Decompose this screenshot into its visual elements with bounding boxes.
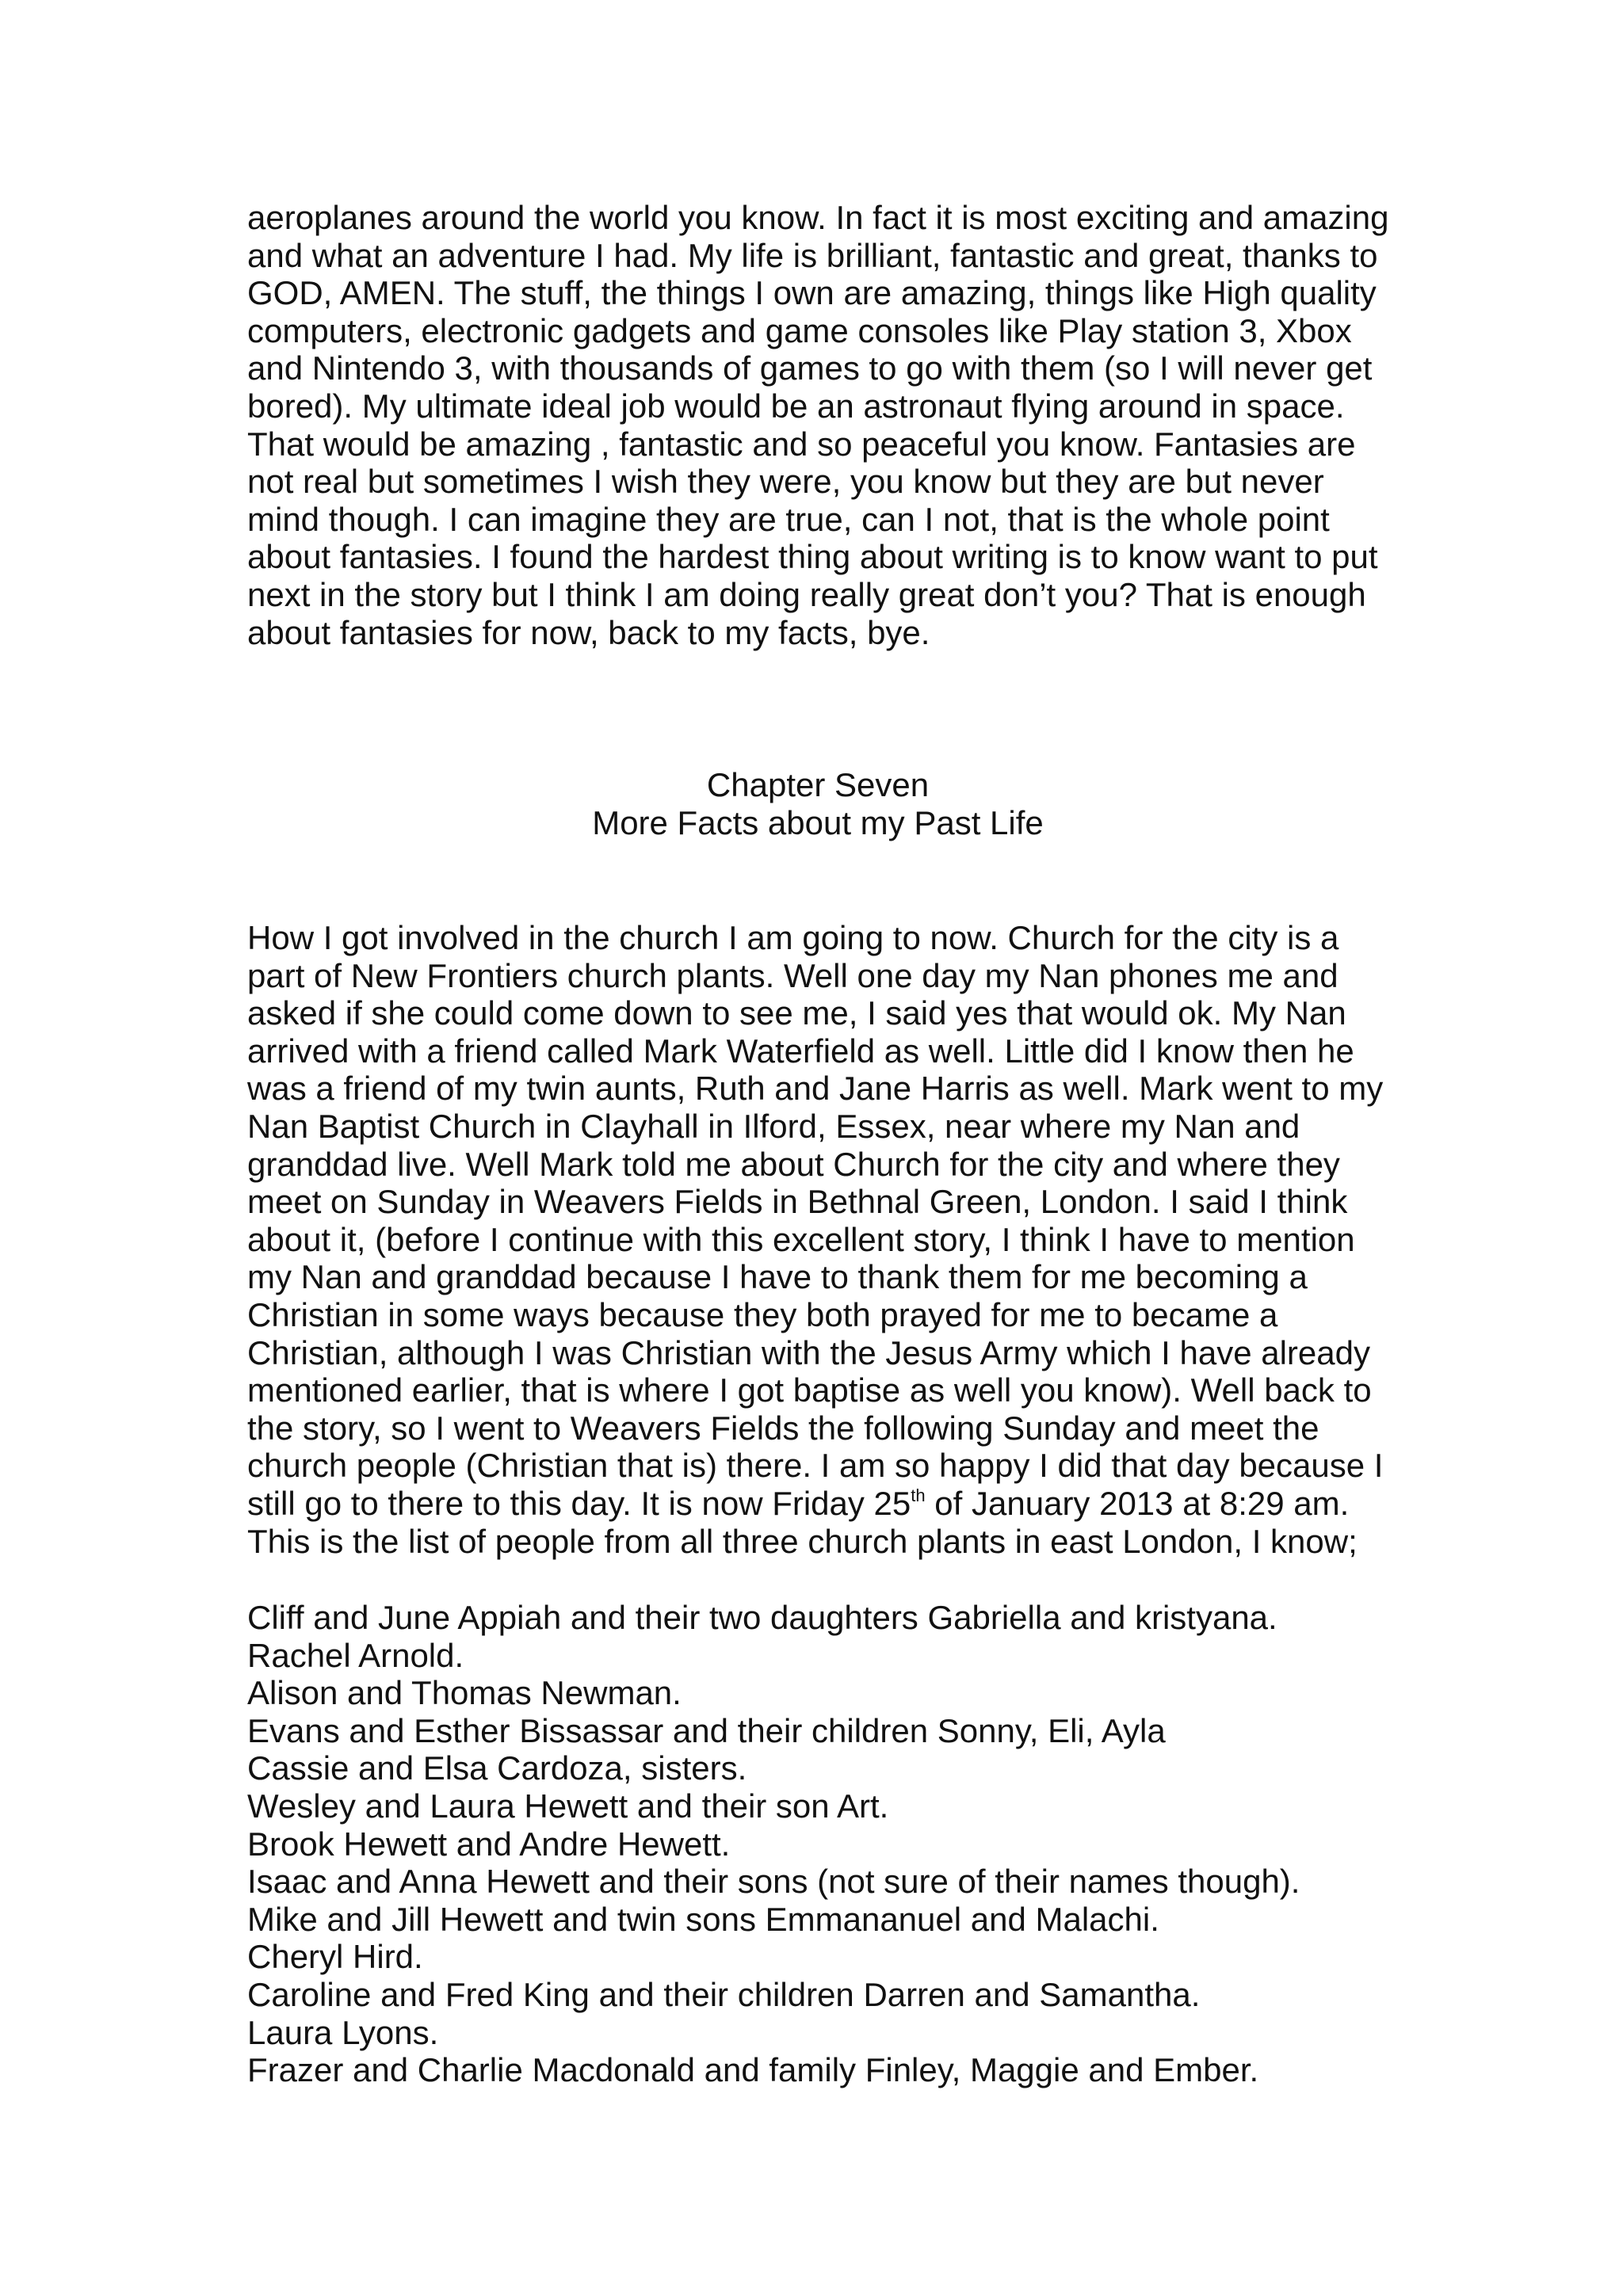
text-line: How I got involved in the church I am going to now. Church for the city is a [247,919,1339,956]
date-line-start: still go to there to this day. It is now Friday 25 [247,1484,911,1522]
date-line [247,1485,1404,1523]
text-line: not real but sometimes I wish they were, you know but they are but never [247,463,1324,501]
text-line: meet on Sunday in Weavers Fields in Bethnal Green, London. I said I think [247,1183,1348,1221]
text-line: This is the list of people from all three church plants in east London, I know; [247,1522,1358,1560]
text-line: bored). My ultimate ideal job would be an astronaut flying around in space. [247,387,1345,425]
text-line: next in the story but I think I am doing really great don’t you? That is enough [247,575,1366,613]
list-item: Laura Lyons. [247,2013,439,2051]
list-item: Evans and Esther Bissassar and their children Sonny, Eli, Ayla [247,1711,1166,1749]
text-line: was a friend of my twin aunts, Ruth and Jane Harris as well. Mark went to my [247,1070,1384,1108]
text-line: mentioned earlier, that is where I got baptise as well you know). Well back to [247,1371,1372,1409]
list-item: Isaac and Anna Hewett and their sons (not sure of their names though). [247,1863,1300,1901]
ordinal-superscript: th [911,1485,926,1505]
chapter-subheading: More Facts about my Past Life [592,804,1044,841]
text-line: arrived with a friend called Mark Waterfield as well. Little did I know then he [247,1032,1354,1070]
list-item: Alison and Thomas Newman. [247,1674,682,1712]
list-item: Caroline and Fred King and their children Darren and Samantha. [247,1975,1201,2013]
date-line-end: of January 2013 at 8:29 am. [925,1484,1350,1522]
text-line: aeroplanes around the world you know. In fact it is most exciting and amazing [247,199,1389,236]
text-line: about fantasies for now, back to my facts, bye. [247,613,930,651]
paragraph-church [247,919,1404,1560]
text-line: asked if she could come down to see me, I said yes that would ok. My Nan [247,994,1346,1032]
list-item: Frazer and Charlie Macdonald and family Finley, Maggie and Ember. [247,2051,1259,2089]
list-item: Brook Hewett and Andre Hewett. [247,1825,731,1863]
text-line: my Nan and granddad because I have to thank them for me becoming a [247,1258,1308,1296]
text-line: and Nintendo 3, with thousands of games to go with them (so I will never get [247,349,1373,387]
list-item: Cheryl Hird. [247,1938,423,1976]
text-line: granddad live. Well Mark told me about Church for the city and where they [247,1145,1340,1183]
text-line: and what an adventure I had. My life is brilliant, fantastic and great, thanks to [247,236,1378,274]
text-line: about it, (before I continue with this excellent story, I think I have to mention [247,1220,1355,1258]
text-line: church people (Christian that is) there. I am so happy I did that day because I [247,1447,1384,1485]
text-line: the story, so I went to Weavers Fields the following Sunday and meet the [247,1409,1319,1447]
text-line: Nan Baptist Church in Clayhall in Ilford, Essex, near where my Nan and [247,1107,1300,1145]
text-line: about fantasies. I found the hardest thing about writing is to know want to put [247,538,1378,576]
list-item: Cassie and Elsa Cardoza, sisters. [247,1749,747,1787]
text-line: part of New Frontiers church plants. Well one day my Nan phones me and [247,956,1338,994]
paragraph-fantasies [247,199,1404,651]
text-line: computers, electronic gadgets and game consoles like Play station 3, Xbox [247,311,1352,349]
text-line: GOD, AMEN. The stuff, the things I own are amazing, things like High quality [247,274,1377,312]
text-line: mind though. I can imagine they are true, can I not, that is the whole point [247,500,1330,538]
chapter-heading: Chapter Seven [706,766,930,803]
list-item: Cliff and June Appiah and their two daughters Gabriella and kristyana. [247,1599,1277,1636]
list-item: Wesley and Laura Hewett and their son Art. [247,1787,889,1825]
list-item: Rachel Arnold. [247,1636,464,1674]
text-line: Christian, although I was Christian with the Jesus Army which I have already [247,1333,1370,1371]
people-list [247,1599,1404,2089]
text-line: Christian in some ways because they both prayed for me to became a [247,1295,1278,1333]
list-item: Mike and Jill Hewett and twin sons Emmananuel and Malachi. [247,1900,1159,1938]
text-line: That would be amazing , fantastic and so peaceful you know. Fantasies are [247,425,1356,463]
